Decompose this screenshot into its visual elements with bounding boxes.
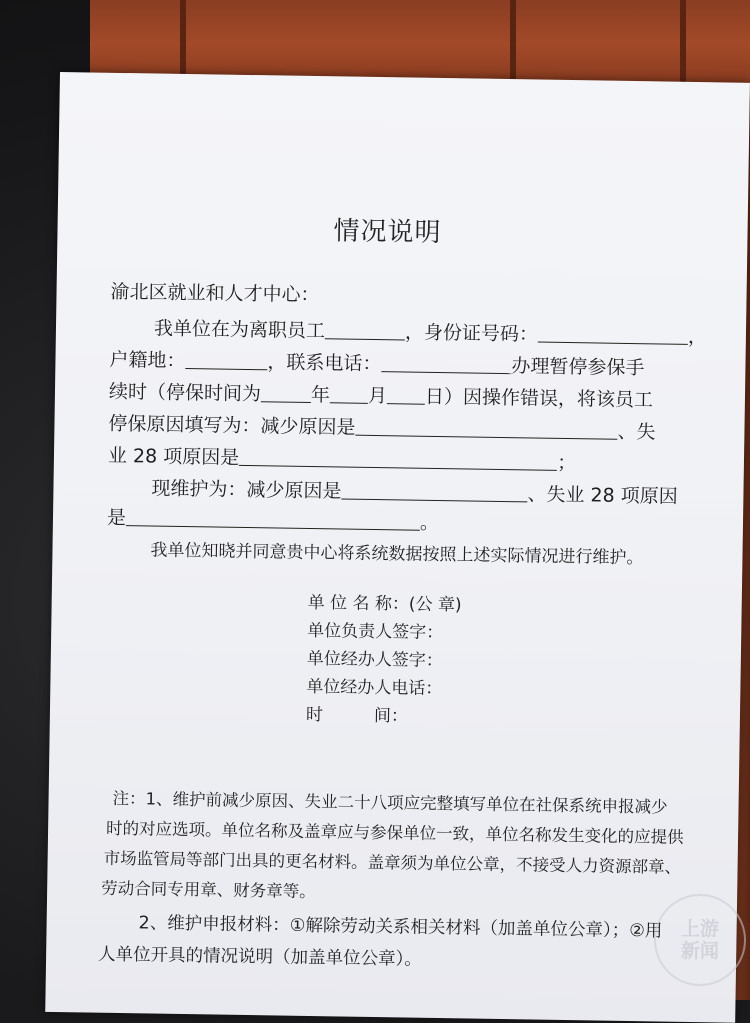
- blank-unemployment-reason-original: [239, 447, 557, 471]
- note-1-line-4: 劳动合同专用章、财务章等。: [101, 878, 316, 902]
- paragraph-line-5: 业 28 项原因是 ；: [107, 444, 577, 475]
- document-title: 情况说明: [333, 216, 442, 249]
- note-2-line-2: 人单位开具的情况说明（加盖单位公章）。: [97, 944, 423, 970]
- signature-unit-name: 单 位 名 称：(公 章): [307, 592, 462, 616]
- document-paper: [45, 72, 750, 1023]
- paragraph-line-2: 户籍地： ，联系电话： 办理暂停参保手: [109, 348, 645, 380]
- note-1-line-1: 注：1、维护前减少原因、失业二十八项应完整填写单位在社保系统申报减少: [112, 788, 668, 817]
- blank-day: [387, 385, 425, 405]
- paragraph-line-4: 停保原因填写为：减少原因是 、失: [108, 412, 656, 444]
- note-1-line-3: 市场监管局等部门出具的更名材料。盖章须为单位公章，不接受人力资源部章、: [103, 848, 682, 877]
- paragraph-line-6: 现维护为：减少原因是 、失业 28 项原因: [151, 477, 678, 508]
- signature-handler-phone: 单位经办人电话：: [306, 676, 443, 700]
- note-2-line-1: 2、维护申报材料：①解除劳动关系相关材料（加盖单位公章）；②用: [138, 913, 663, 942]
- blank-employee-name: [325, 320, 405, 340]
- news-watermark-logo: 上游 新闻: [654, 894, 746, 986]
- paragraph-line-3: 续时（停保时间为 年 月 日）因操作错误，将该员工: [108, 380, 654, 412]
- signature-handler: 单位经办人签字：: [306, 648, 443, 672]
- blank-reduce-reason-original: [355, 417, 617, 440]
- blank-phone: [381, 353, 511, 374]
- paragraph-consent: 我单位知晓并同意贵中心将系统数据按照上述实际情况进行维护。: [150, 540, 644, 569]
- blank-year: [261, 383, 311, 403]
- blank-unemployment-reason-corrected: [126, 507, 420, 531]
- signature-time: 时 间：: [305, 704, 409, 727]
- blank-household-registration: [185, 350, 267, 370]
- addressee: 渝北区就业和人才中心：: [110, 280, 320, 307]
- blank-id-number: [538, 324, 688, 345]
- paragraph-line-1: 我单位在为离职员工 ，身份证号码： ，: [153, 317, 708, 349]
- blank-reduce-reason-corrected: [341, 480, 527, 502]
- signature-unit-head: 单位负责人签字：: [307, 620, 444, 644]
- paragraph-line-7: 是 。: [106, 506, 440, 535]
- note-1-line-2: 时的对应选项。单位名称及盖章应与参保单位一致，单位名称发生变化的应提供: [105, 818, 684, 847]
- blank-month: [330, 384, 368, 404]
